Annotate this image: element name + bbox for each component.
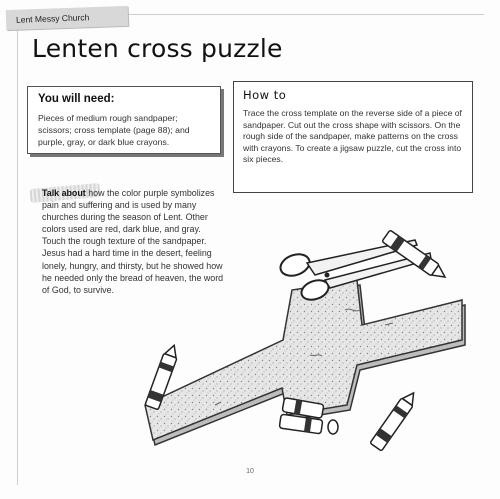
section-tab: Lent Messy Church <box>6 6 129 30</box>
talk-about-lead: Talk about <box>42 188 86 198</box>
you-will-need-text: Pieces of medium rough sandpaper; scissors; cross template (page 88); and purple, gray, or dark blue crayons. <box>38 113 190 147</box>
crayon-icon <box>382 230 449 283</box>
page-title: Lenten cross puzzle <box>32 34 283 63</box>
how-to-text: Trace the cross template on the reverse side of a piece of sandpaper. Cut out the cross shape with scissors. On the rough side of the sandpaper, make patterns on the cross with crayons. To create a jigsaw puzzle, cut the cross into six pieces. <box>243 108 462 165</box>
you-will-need-heading: You will need: <box>38 93 115 105</box>
talk-about-text: how the color purple symbolizes pain and suffering and is used by many churches during the season of Lent. Other colors used are red, dark blue, and gray. Touch the rough texture of the sandpaper. Jesus had a hard time in the desert, feeling lonely, hungry, and thirsty, but he showed how he needed only the bread of heaven, the word of God, to survive. <box>42 188 224 295</box>
craft-illustration <box>135 205 495 460</box>
you-will-need-box <box>27 86 221 154</box>
how-to-heading: How to <box>243 88 287 102</box>
page-number: 10 <box>246 468 254 475</box>
crayon-icon <box>370 389 419 451</box>
how-to-box <box>233 81 473 193</box>
